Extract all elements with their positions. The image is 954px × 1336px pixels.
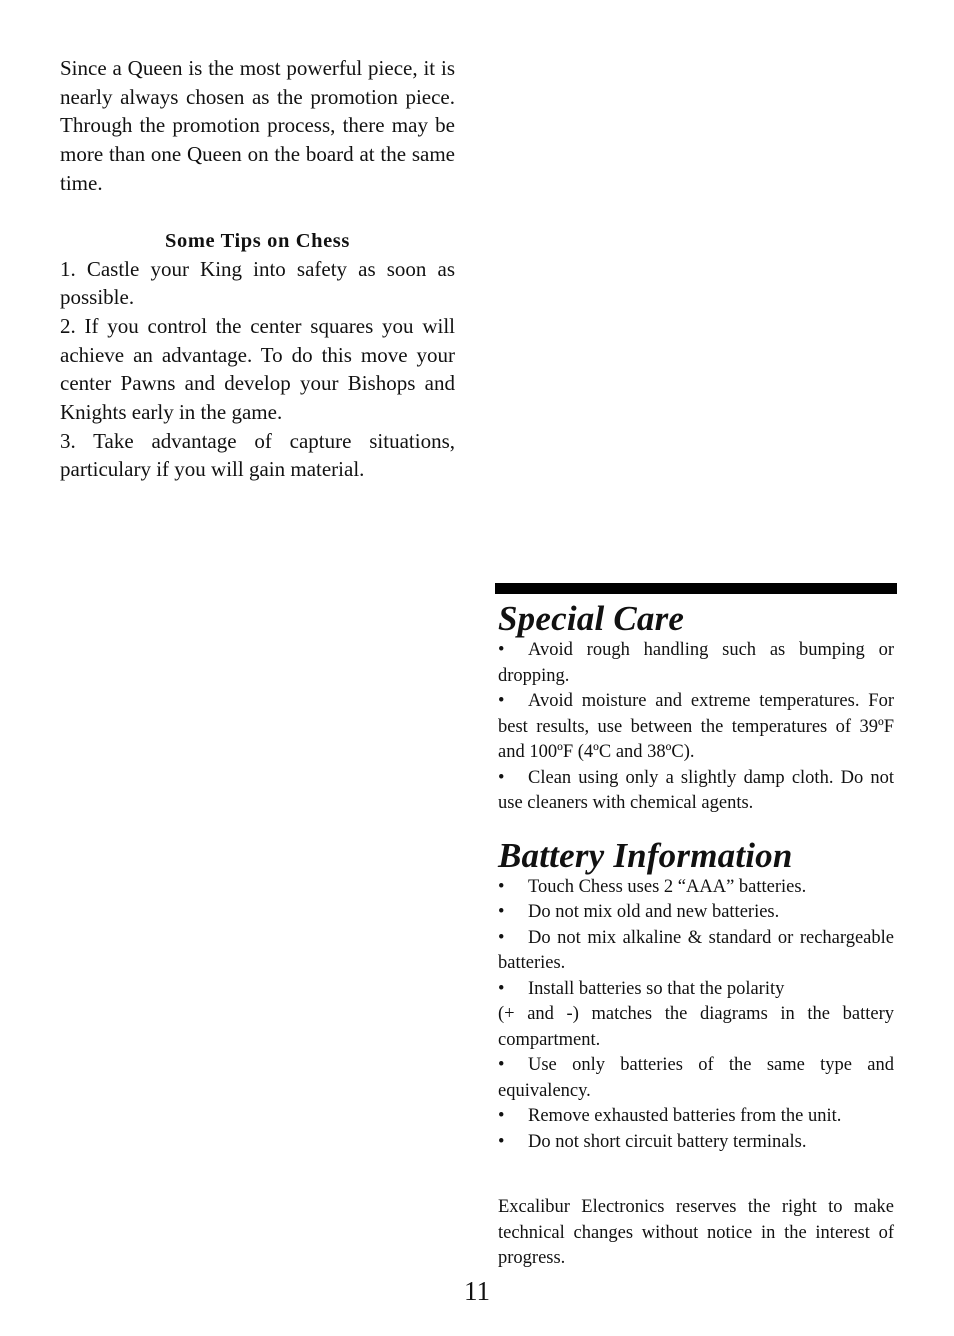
- bullet-icon: •: [498, 691, 505, 711]
- tip-item: 3. Take advantage of capture situations, particulary if you will gain material.: [60, 428, 455, 482]
- bullet-icon: •: [498, 876, 505, 897]
- battery-item: [498, 977, 894, 1003]
- page-number: 11: [464, 1276, 490, 1306]
- tip-item: 2. If you control the center squares you will achieve an advantage. To do this move your center Pawns and develop your Bishops and Knights early in the game.: [60, 313, 455, 425]
- bullet-text: Avoid moisture and extreme temperatures. For best results, use between the temperatures of 39ºF and 100ºF (4ºC and 38ºC).: [498, 691, 894, 762]
- section-divider-bar: [495, 583, 897, 594]
- left-column: [60, 54, 455, 484]
- bullet-icon: •: [498, 1055, 505, 1075]
- bullet-icon: •: [498, 902, 505, 922]
- bullet-text: Do not short circuit battery terminals.: [528, 1131, 807, 1152]
- bullet-text: Remove exhausted batteries from the unit.: [528, 1106, 842, 1126]
- battery-item: [498, 875, 894, 901]
- manufacturer-notice: Excalibur Electronics reserves the right to make technical changes without notice in the interest of progress.: [498, 1197, 894, 1268]
- bullet-text: Do not mix old and new batteries.: [528, 902, 780, 922]
- tip-item: 1. Castle your King into safety as soon as possible.: [60, 256, 455, 310]
- bullet-text: Clean using only a slightly damp cloth. Do not use cleaners with chemical agents.: [498, 767, 894, 813]
- bullet-text: Touch Chess uses 2 “AAA” batteries.: [528, 876, 807, 897]
- right-column: [498, 583, 894, 1272]
- battery-item: [498, 1053, 894, 1104]
- bullet-text: Use only batteries of the same type and equivalency.: [498, 1055, 894, 1101]
- polarity-continuation: (+ and -) matches the diagrams in the battery compartment.: [498, 1004, 894, 1050]
- battery-information-title: Battery Information: [498, 835, 793, 875]
- bullet-icon: •: [498, 767, 505, 788]
- special-care-item: [498, 689, 894, 766]
- battery-item: [498, 900, 894, 926]
- battery-item: [498, 1104, 894, 1130]
- queen-promotion-paragraph: Since a Queen is the most powerful piece, it is nearly always chosen as the promotion piece. Through the promotion process, there may be more than one Queen on the board at the same time.: [60, 56, 455, 195]
- bullet-icon: •: [498, 927, 505, 948]
- special-care-item: [498, 638, 894, 689]
- bullet-icon: •: [498, 1131, 505, 1152]
- bullet-icon: •: [498, 640, 505, 660]
- bullet-icon: •: [498, 978, 505, 999]
- tips-heading: Some Tips on Chess: [165, 229, 350, 252]
- bullet-icon: •: [498, 1106, 505, 1126]
- battery-item: [498, 926, 894, 977]
- special-care-title: Special Care: [498, 599, 685, 638]
- bullet-text: Do not mix alkaline & standard or rechargeable batteries.: [498, 927, 894, 973]
- special-care-item: [498, 766, 894, 817]
- battery-item: [498, 1130, 894, 1156]
- bullet-text: Avoid rough handling such as bumping or dropping.: [498, 640, 894, 686]
- bullet-text: Install batteries so that the polarity: [528, 978, 785, 999]
